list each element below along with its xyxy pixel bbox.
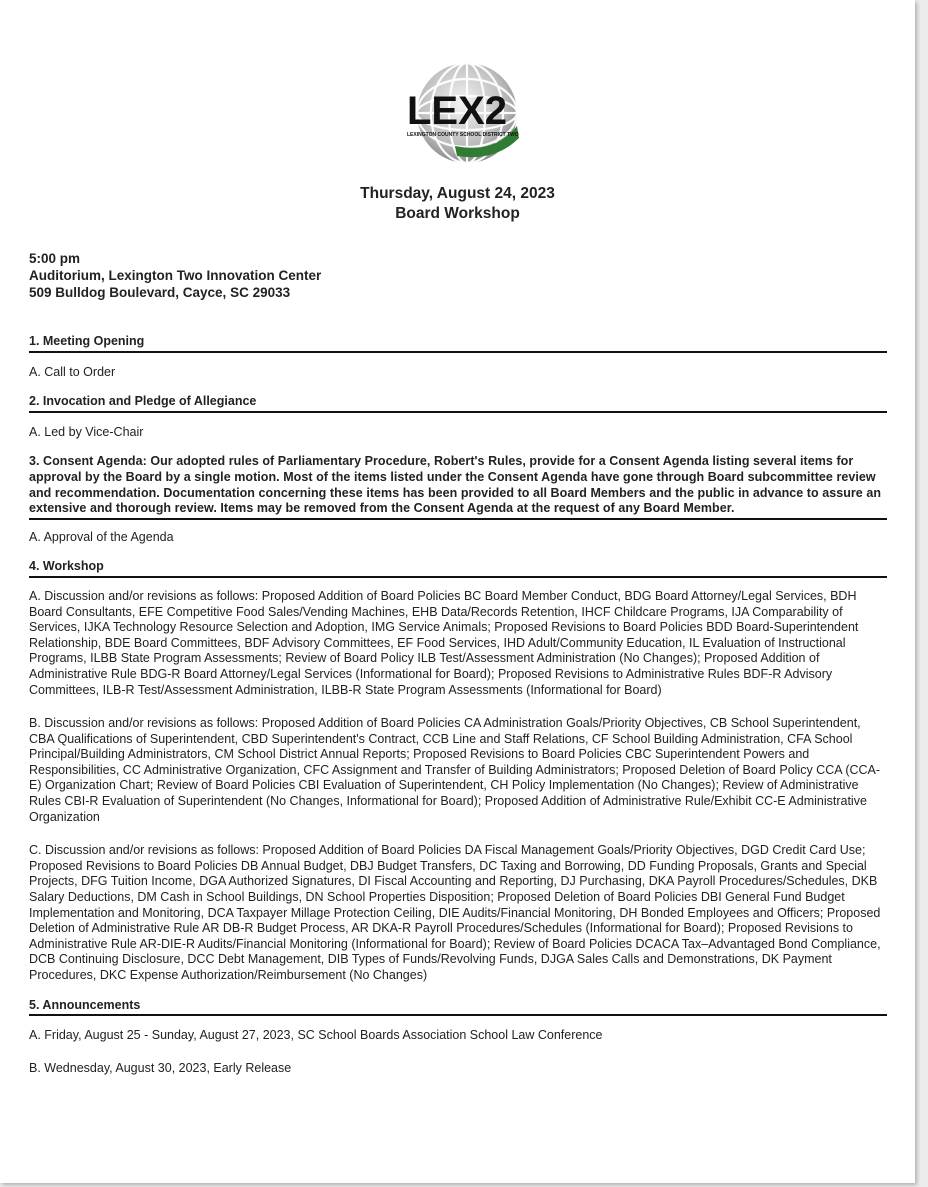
- workshop-item-b: B. Discussion and/or revisions as follows: Proposed Addition of Board Policies CA Administration Goals/Priority Objectives, CB School Superintendent, CBA Qualifications of Superintendent, CBD Superintendent's Contract, CCB Line and Staff Relations, CF School Building Administration, CFA School Principal/Building Administrators, CM School District Annual Reports; Proposed Revisions to Board Policies CBC Superintendent Powers and Responsibilities, CC Administrative Organization, CFC Assignment and Transfer of Building Administrators; Proposed Deletion of Board Policy CCA (CCA-E) Organization Chart; Review of Board Policies CBI Evaluation of Superintendent, CH Policy Implementation (No Changes); Review of Administrative Rules CBI-R Evaluation of Superintendent (No Changes, Informational for Board); Proposed Addition of Administrative Rule/Exhibit CC-E Administrative Organization: [29, 716, 881, 824]
- announcement-item: A. Friday, August 25 - Sunday, August 27, 2023, SC School Boards Association School Law Conference: [29, 1028, 603, 1043]
- workshop-item-a: A. Discussion and/or revisions as follows: Proposed Addition of Board Policies BC Board Member Conduct, BDG Board Attorney/Legal Services, BDH Board Consultants, EFE Competitive Food Sales/Vending Machines, EHB Data/Records Retention, IHCF Childcare Programs, IJA Comparability of Services, IJKA Technology Resource Selection and Adoption, IMG Service Animals; Proposed Revisions to Board Policies BDD Board-Superintendent Relationship, BDE Board Committees, BDF Advisory Committees, EF Food Services, IHD Adult/Community Education, IL Evaluation of Instructional Programs, ILBB State Program Assessments; Review of Board Policy ILB Test/Assessment Administration (No Changes); Proposed Addition of Administrative Rule BDG-R Board Attorney/Legal Services (Informational for Board); Proposed Revisions to Administrative Rules BDF-R Advisory Committees, ILB-R Test/Assessment Administration, ILBB-R State Program Assessments (Informational for Board): [29, 588, 859, 697]
- meeting-info: [29, 250, 321, 301]
- section-heading-announcements: 5. Announcements: [29, 998, 887, 1017]
- lex2-logo: [395, 58, 535, 170]
- agenda-item: A. Led by Vice-Chair: [29, 424, 144, 439]
- svg-text:LEX2: LEX2: [407, 89, 508, 133]
- section-heading-meeting-opening: 1. Meeting Opening: [29, 334, 887, 353]
- agenda-content: [29, 334, 887, 1086]
- meeting-title: Board Workshop: [395, 205, 520, 222]
- meeting-location: Auditorium, Lexington Two Innovation Center: [29, 268, 322, 283]
- announcement-item: B. Wednesday, August 30, 2023, Early Release: [29, 1060, 292, 1075]
- meeting-address: 509 Bulldog Boulevard, Cayce, SC 29033: [29, 285, 291, 300]
- section-heading-invocation: 2. Invocation and Pledge of Allegiance: [29, 394, 887, 413]
- workshop-item-c: C. Discussion and/or revisions as follows: Proposed Addition of Board Policies DA Fiscal Management Goals/Priority Objectives, DGD Credit Card Use; Proposed Revisions to Board Policies DB Annual Budget, DBJ Budget Transfers, DC Taxing and Borrowing, DD Funding Proposals, Grants and Special Projects, DFG Tuition Income, DGA Authorized Signatures, DI Fiscal Accounting and Reporting, DJ Purchasing, DKA Payroll Procedures/Schedules, DKB Salary Deductions, DM Cash in School Buildings, DN School Properties Disposition; Proposed Deletion of Board Policies DBI General Fund Budget Implementation and Monitoring, DCA Taxpayer Millage Protection Ceiling, DIE Audits/Financial Monitoring, DH Bonded Employees and Officers; Proposed Deletion of Administrative Rule AR DB-R Budget Process, AR DKA-R Payroll Procedures/Schedules (Informational for Board); Proposed Revisions to Administrative Rule AR-DIE-R Audits/Financial Monitoring (Informational for Board); Review of Board Policies DCACA Tax–Advantaged Bond Compliance, DCB Continuing Disclosure, DCC Debt Management, DIB Types of Funds/Revolving Funds, DJGA Sales Calls and Demonstrations, DK Payment Procedures, DKC Expense Authorization/Reimbursement (No Changes): [29, 843, 881, 982]
- title-block: [0, 184, 915, 224]
- svg-text:LEXINGTON COUNTY SCHOOL DISTRI: LEXINGTON COUNTY SCHOOL DISTRICT TWO: [407, 132, 519, 138]
- agenda-item: A. Approval of the Agenda: [29, 529, 174, 544]
- meeting-time: 5:00 pm: [29, 251, 81, 266]
- agenda-item: A. Call to Order: [29, 364, 116, 379]
- section-heading-consent-agenda: 3. Consent Agenda: Our adopted rules of Parliamentary Procedure, Robert's Rules, provide for a Consent Agenda listing several items for approval by the Board by a single motion. Most of the items listed under the Consent Agenda have gone through Board subcommittee review and recommendation. Documentation concerning these items has been provided to all Board Members and the public in advance to assure an extensive and thorough review. Items may be removed from the Consent Agenda at the request of any Board Member.: [29, 454, 887, 519]
- meeting-date: Thursday, August 24, 2023: [360, 185, 555, 202]
- section-heading-workshop: 4. Workshop: [29, 559, 887, 578]
